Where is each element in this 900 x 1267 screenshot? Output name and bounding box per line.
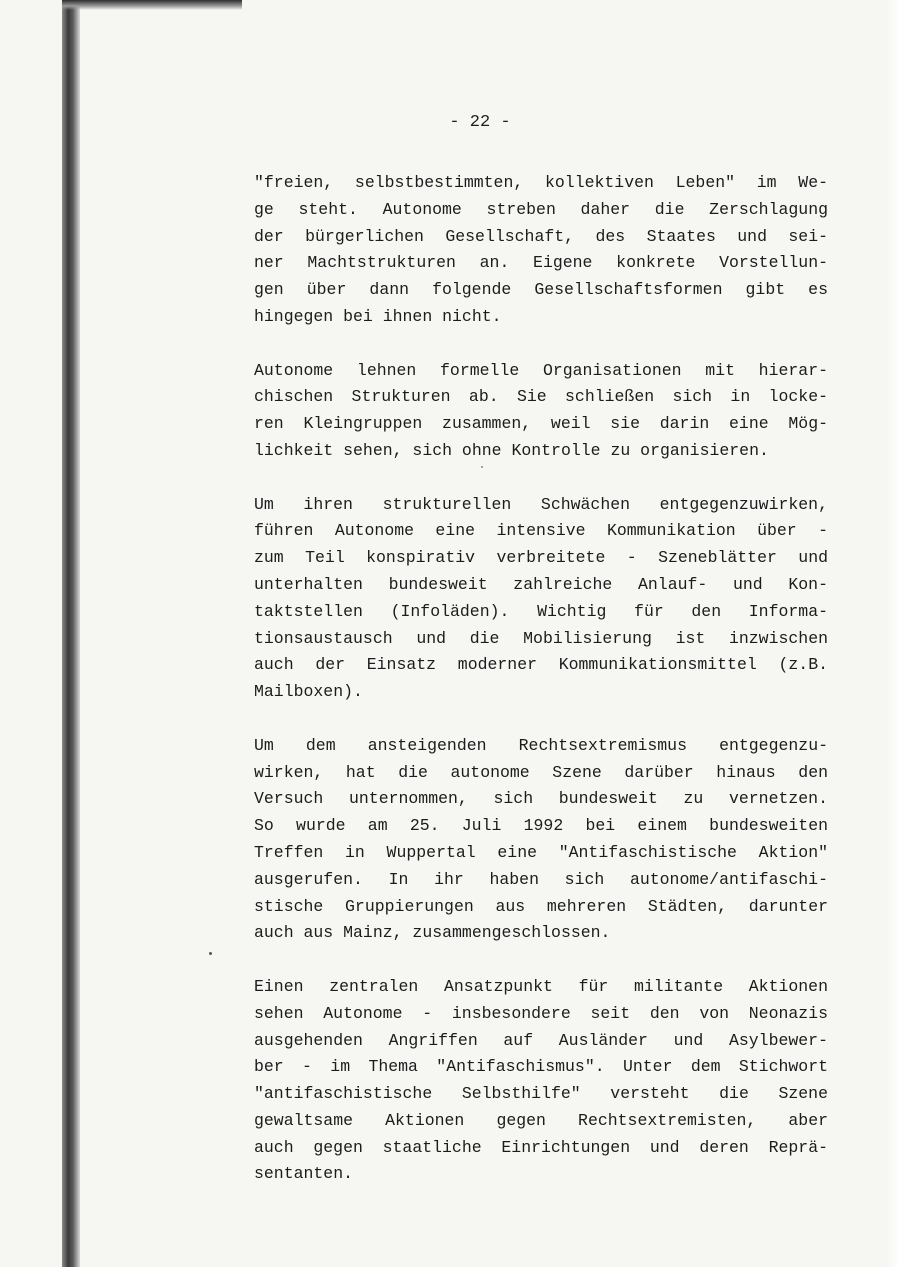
text-line: sentanten. [254, 1164, 354, 1184]
text-line: Einen zentralen Ansatzpunkt für militante Aktionen [254, 976, 828, 996]
text-line: auch gegen staatliche Einrichtungen und deren Reprä- [254, 1137, 828, 1157]
paragraph-2 [254, 358, 828, 465]
text-line: ausgehenden Angriffen auf Ausländer und Asylbewer- [254, 1030, 828, 1050]
text-line: Versuch unternommen, sich bundesweit zu vernetzen. [254, 789, 828, 809]
text-line: Um ihren strukturellen Schwächen entgegenzuwirken, [254, 494, 828, 514]
text-line: stische Gruppierungen aus mehreren Städten, darunter [254, 896, 828, 916]
text-line: Um dem ansteigenden Rechtsextremismus entgegenzu- [254, 735, 828, 755]
text-line: hingegen bei ihnen nicht. [254, 306, 502, 326]
text-line: der bürgerlichen Gesellschaft, des Staates und sei- [254, 226, 828, 246]
paragraph-4 [254, 733, 828, 947]
paragraph-1 [254, 170, 828, 331]
text-line: "antifaschistische Selbsthilfe" versteht die Szene [254, 1084, 828, 1104]
binding-shadow [62, 0, 80, 1267]
text-line: "freien, selbstbestimmten, kollektiven Leben" im We- [254, 173, 828, 192]
text-line: ren Kleingruppen zusammen, weil sie darin eine Mög- [254, 414, 828, 434]
binding-top-shadow [62, 0, 242, 10]
page-right-edge [886, 0, 900, 1267]
text-line: sehen Autonome - insbesondere seit den von Neonazis [254, 1003, 828, 1023]
text-line: unterhalten bundesweit zahlreiche Anlauf- und Kon- [254, 574, 828, 594]
text-line: Treffen in Wuppertal eine "Antifaschistische Aktion" [254, 842, 828, 862]
text-line: auch der Einsatz moderner Kommunikationsmittel (z.B. [254, 655, 828, 675]
text-line: auch aus Mainz, zusammengeschlossen. [254, 923, 611, 943]
paragraph-3 [254, 492, 828, 706]
paragraph-5 [254, 974, 828, 1188]
text-line: tionsaustausch und die Mobilisierung ist inzwischen [254, 628, 828, 648]
scan-speck [209, 952, 212, 955]
text-line: gen über dann folgende Gesellschaftsformen gibt es [254, 280, 828, 300]
text-line: lichkeit sehen, sich ohne Kontrolle zu organisieren. [254, 440, 769, 460]
text-line: ausgerufen. In ihr haben sich autonome/antifaschi- [254, 869, 828, 889]
text-line: So wurde am 25. Juli 1992 bei einem bundesweiten [254, 816, 828, 836]
text-line: führen Autonome eine intensive Kommunikation über - [254, 521, 828, 541]
text-line: gewaltsame Aktionen gegen Rechtsextremisten, aber [254, 1110, 828, 1130]
text-line: Mailboxen). [254, 682, 363, 702]
text-line: ber - im Thema "Antifaschismus". Unter dem Stichwort [254, 1057, 828, 1077]
text-line: chischen Strukturen ab. Sie schließen sich in locke- [254, 387, 828, 407]
text-line: Autonome lehnen formelle Organisationen mit hierar- [254, 360, 828, 380]
text-line: zum Teil konspirativ verbreitete - Szeneblätter und [254, 548, 828, 568]
text-line: taktstellen (Infoläden). Wichtig für den Informa- [254, 601, 828, 621]
page-number: - 22 - [449, 113, 511, 132]
text-line: wirken, hat die autonome Szene darüber hinaus den [254, 762, 828, 782]
body-text [254, 170, 828, 1215]
text-line: ge steht. Autonome streben daher die Zerschlagung [254, 199, 828, 219]
text-line: ner Machtstrukturen an. Eigene konkrete Vorstellun- [254, 253, 828, 273]
